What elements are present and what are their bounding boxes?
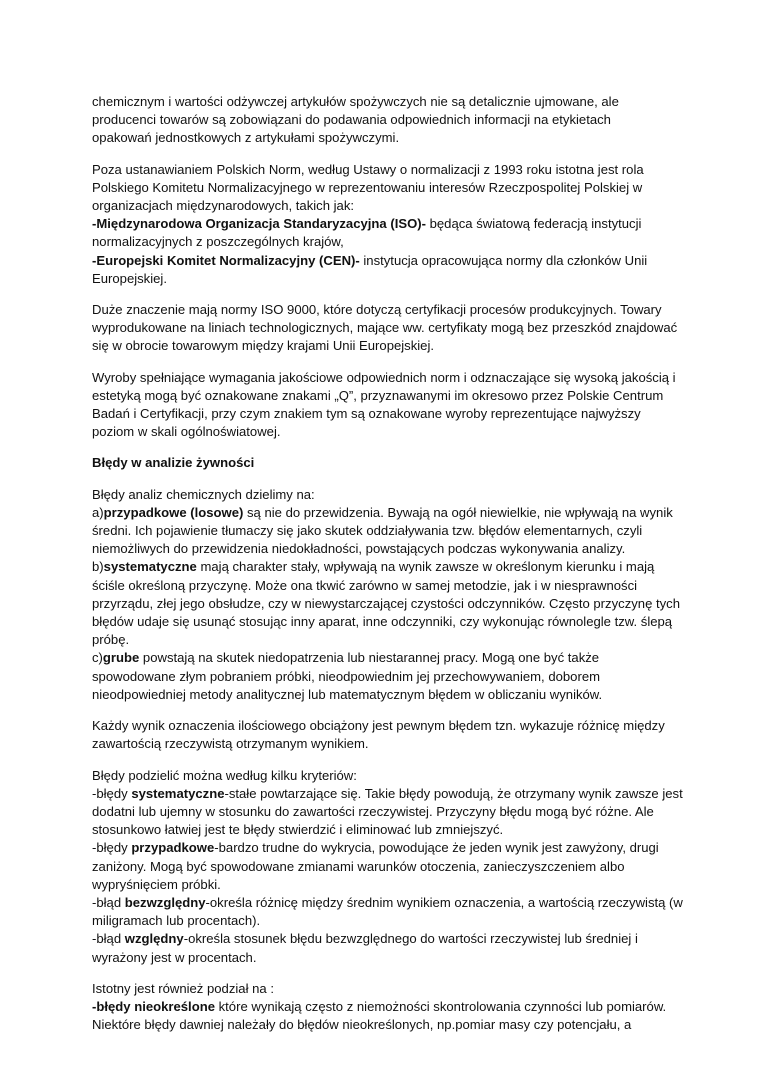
text-line xyxy=(92,980,682,998)
bold-term: przypadkowe xyxy=(131,840,215,856)
text-run: poziom w skali ogólnoświatowej. xyxy=(92,424,281,440)
text-line xyxy=(92,577,682,595)
text-run: producenci towarów są zobowiązani do podawania odpowiednich informacji na etykietach xyxy=(92,112,611,128)
paragraph xyxy=(92,486,682,704)
text-run: próbę. xyxy=(92,632,130,648)
text-run: normalizacyjnych z poszczególnych krajów, xyxy=(92,234,344,250)
text-run: estetyką mogą być oznakowane znakami „Q”, przyznawanymi im okresowo przez Polskie Centrum xyxy=(92,387,664,403)
text-line xyxy=(92,301,682,319)
text-run: wypryśnięciem próbki. xyxy=(92,876,221,892)
text-run: c) xyxy=(92,650,103,666)
text-run: mają charakter stały, wpływają na wynik zawsze w określonym kierunku i mają xyxy=(196,559,655,575)
text-line xyxy=(92,369,682,387)
bold-term: systematyczne xyxy=(131,785,225,801)
text-line xyxy=(92,631,682,649)
document-body xyxy=(92,93,682,1047)
text-run: opakowań jednostkowych z artykułami spożywczymi. xyxy=(92,130,400,146)
text-run: -błąd xyxy=(92,931,125,947)
text-run: się w obrocie towarowym między krajami Unii Europejskiej. xyxy=(92,338,435,354)
text-run: przyrządu, złej jego obsłudze, czy w niewystarczającej czystości odczynników. Często przyczynę tych xyxy=(92,595,680,611)
text-run: Wyroby spełniające wymagania jakościowe odpowiednich norm i odznaczające się wysoką jakością i xyxy=(92,369,676,385)
text-run: -błędy xyxy=(92,840,132,856)
text-run: Każdy wynik oznaczenia ilościowego obciążony jest pewnym błędem tzn. wykazuje różnicę między xyxy=(92,718,665,734)
text-line xyxy=(92,252,682,270)
text-run: spowodowane złym pobraniem próbki, nieodpowiednim jej przechowywaniem, doborem xyxy=(92,668,601,684)
text-run: niemożliwych do przewidzenia niedokładności, powstających podczas wykonywania analizy. xyxy=(92,541,626,557)
text-line xyxy=(92,179,682,197)
text-run: będąca światową federacją instytucji xyxy=(425,216,642,232)
text-line xyxy=(92,504,682,522)
bold-term: grube xyxy=(102,650,140,666)
text-run: błędów udaje się usunąć stosując inny aparat, inne odczynniki, czy wykonując równolegle tzw. ślepą xyxy=(92,614,673,630)
paragraph xyxy=(92,93,682,148)
paragraph xyxy=(92,980,682,1035)
text-run: ściśle określoną przyczynę. Może ona tkwić zarówno w samej metodzie, jak i w niesprawności xyxy=(92,577,638,593)
text-run: Europejskiej. xyxy=(92,270,167,286)
text-run: Niektóre błędy dawniej należały do błędów nieokreślonych, np.pomiar masy czy potencjału, a xyxy=(92,1017,632,1033)
text-run: Błędy podzielić można według kilku kryteriów: xyxy=(92,767,357,783)
text-run: zaniżony. Mogą być spowodowane zmianami warunków otoczenia, zanieczyszczeniem albo xyxy=(92,858,625,874)
text-line xyxy=(92,785,682,803)
text-line xyxy=(92,912,682,930)
text-line xyxy=(92,686,682,704)
bold-term: Błędy w analizie żywności xyxy=(92,455,255,471)
text-line xyxy=(92,649,682,667)
text-run: instytucja opracowująca normy dla członków Unii xyxy=(359,252,648,268)
text-line xyxy=(92,423,682,441)
text-run: -określa stosunek błędu bezwzględnego do wartości rzeczywistej lub średniej i xyxy=(183,931,638,947)
text-line xyxy=(92,197,682,215)
text-line xyxy=(92,803,682,821)
text-run: Duże znaczenie mają normy ISO 9000, które dotyczą certyfikacji procesów produkcyjnych. Towary xyxy=(92,302,662,318)
text-line xyxy=(92,233,682,251)
text-run: -określa różnicę między średnim wynikiem oznaczenia, a wartością rzeczywistą (w xyxy=(205,894,683,910)
text-line xyxy=(92,93,682,111)
text-run: -stałe powtarzające się. Takie błędy powodują, że otrzymany wynik zawsze jest xyxy=(224,785,683,801)
text-line xyxy=(92,839,682,857)
bold-term: -Europejski Komitet Normalizacyjny (CEN)- xyxy=(92,252,360,268)
text-line xyxy=(92,111,682,129)
text-run: a) xyxy=(92,504,104,520)
paragraph xyxy=(92,301,682,356)
text-line xyxy=(92,558,682,576)
text-line xyxy=(92,930,682,948)
text-run: stosunkowo łatwiej jest te błędy stwierdzić i eliminować lub zmniejszyć. xyxy=(92,822,504,838)
text-run: Poza ustanawianiem Polskich Norm, według Ustawy o normalizacji z 1993 roku istotna jest rola xyxy=(92,161,644,177)
text-run: Badań i Certyfikacji, przy czym znakiem tym są oznakowane wyroby reprezentujące najwyższy xyxy=(92,406,641,422)
text-line xyxy=(92,454,682,472)
text-line xyxy=(92,876,682,894)
bold-term: bezwzględny xyxy=(124,894,206,910)
text-run: wyrażony jest w procentach. xyxy=(92,949,257,965)
bold-term: -błędy nieokreślone xyxy=(92,998,215,1014)
text-run: powstają na skutek niedopatrzenia lub niestarannej pracy. Mogą one być także xyxy=(139,650,600,666)
text-line xyxy=(92,405,682,423)
text-run: chemicznym i wartości odżywczej artykułów spożywczych nie są detalicznie ujmowane, ale xyxy=(92,94,619,109)
text-run: b) xyxy=(92,559,104,575)
text-run: miligramach lub procentach). xyxy=(92,913,261,929)
text-run: nieodpowiedniej metody analitycznej lub matematycznym błędem w obliczaniu wyników. xyxy=(92,686,603,702)
text-line xyxy=(92,1016,682,1034)
text-run: Istotny jest również podział na : xyxy=(92,980,274,996)
bold-term: przypadkowe (losowe) xyxy=(103,504,244,520)
section-heading xyxy=(92,454,682,472)
text-line xyxy=(92,949,682,967)
text-run: które wynikają często z niemożności skontrolowania czynności lub pomiarów. xyxy=(214,998,667,1014)
text-line xyxy=(92,613,682,631)
text-run: zawartością rzeczywistą otrzymanym wynikiem. xyxy=(92,736,369,752)
text-line xyxy=(92,387,682,405)
text-run: organizacjach międzynarodowych, takich jak: xyxy=(92,198,355,214)
text-line xyxy=(92,595,682,613)
text-line xyxy=(92,522,682,540)
text-line xyxy=(92,998,682,1016)
text-run: -błąd xyxy=(92,894,125,910)
text-line xyxy=(92,858,682,876)
text-line xyxy=(92,337,682,355)
paragraph xyxy=(92,717,682,753)
text-line xyxy=(92,486,682,504)
text-line xyxy=(92,668,682,686)
text-run: -błędy xyxy=(92,785,132,801)
bold-term: względny xyxy=(124,931,184,947)
bold-term: -Międzynarodowa Organizacja Standaryzacyjna (ISO)- xyxy=(92,216,426,232)
text-line xyxy=(92,161,682,179)
text-line xyxy=(92,319,682,337)
paragraph xyxy=(92,767,682,967)
text-line xyxy=(92,270,682,288)
text-run: Błędy analiz chemicznych dzielimy na: xyxy=(92,486,315,502)
text-line xyxy=(92,735,682,753)
paragraph xyxy=(92,369,682,442)
text-line xyxy=(92,129,682,147)
text-run: dodatni lub ujemny w stosunku do zawartości rzeczywistej. Przyczyny błędu mogą być różne. Ale xyxy=(92,803,654,819)
text-line xyxy=(92,717,682,735)
text-run: są nie do przewidzenia. Bywają na ogół niewielkie, nie wpływają na wynik xyxy=(243,504,673,520)
bold-term: systematyczne xyxy=(103,559,197,575)
text-line xyxy=(92,215,682,233)
paragraph xyxy=(92,161,682,288)
text-run: Polskiego Komitetu Normalizacyjnego w reprezentowaniu interesów Rzeczpospolitej Polskiej w xyxy=(92,179,643,195)
text-run: wyprodukowane na liniach technologicznych, mające ww. certyfikaty mogą bez przeszkód znajdować xyxy=(92,320,678,336)
text-line xyxy=(92,894,682,912)
text-line xyxy=(92,540,682,558)
text-line xyxy=(92,767,682,785)
text-run: -bardzo trudne do wykrycia, powodujące że jeden wynik jest zawyżony, drugi xyxy=(214,840,659,856)
text-line xyxy=(92,821,682,839)
text-run: średni. Ich pojawienie tłumaczy się jako skutek oddziaływania tzw. błędów elementarnych, czyli xyxy=(92,523,643,539)
